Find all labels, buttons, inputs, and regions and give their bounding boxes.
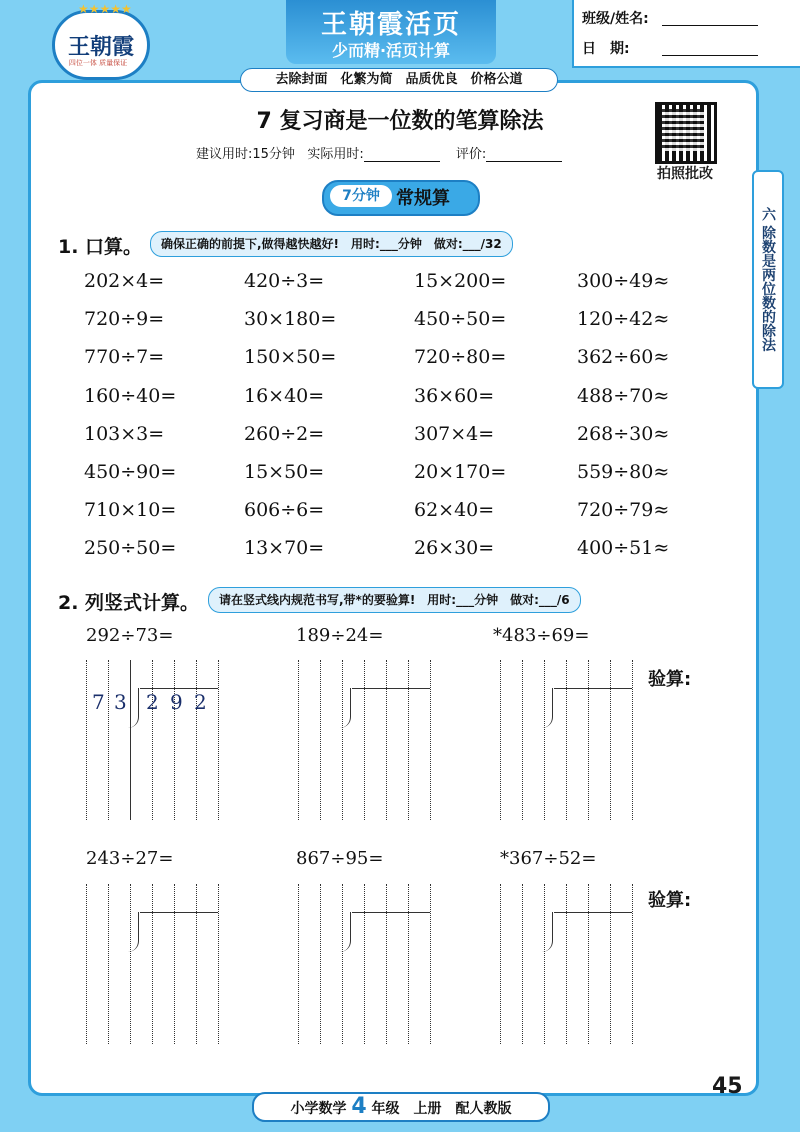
long-division-problem: *483÷69= — [493, 625, 590, 646]
oral-calc-item: 36×60= — [414, 384, 495, 407]
oral-calc-item: 300÷49≈ — [577, 270, 670, 292]
footer-edition: 年级 上册 配人教版 — [371, 1101, 512, 1117]
division-grid[interactable] — [86, 660, 220, 820]
brand-logo — [52, 10, 150, 80]
section-time: 7分钟 — [330, 185, 392, 207]
qr-code-pattern — [662, 109, 704, 151]
oral-calc-item: 307×4= — [414, 422, 495, 445]
oral-calc-item: 450÷50= — [414, 308, 507, 331]
division-grid[interactable] — [298, 660, 432, 820]
oral-calc-item: 606÷6= — [244, 499, 325, 522]
oral-calc-item: 103×3= — [84, 422, 165, 445]
dividend-digit: 2 — [194, 690, 207, 714]
dividend-digit: 2 — [146, 690, 159, 714]
oral-calc-item: 260÷2= — [244, 422, 325, 445]
long-division-problem: 189÷24= — [296, 625, 384, 646]
long-division-problem: 243÷27= — [86, 848, 174, 869]
oral-calc-item: 720÷9= — [84, 308, 165, 331]
brand-title: 王朝霞活页 — [320, 10, 461, 40]
oral-calc-item: 420÷3= — [244, 270, 325, 292]
q1-tip: 确保正确的前提下,做得越快越好! 用时:___分钟 做对:___/32 — [150, 231, 513, 257]
section-name: 常规算 — [396, 188, 450, 209]
oral-calc-item: 150×50= — [244, 346, 337, 369]
check-label: 验算: — [648, 890, 692, 911]
crown-icon: ★★★★★ — [78, 2, 132, 16]
division-grid[interactable] — [86, 884, 220, 1044]
date-label: 日 期: — [582, 41, 630, 57]
long-division-problem: 867÷95= — [296, 848, 384, 869]
actual-time-label: 实际用时: — [307, 147, 364, 162]
oral-calc-item: 26×30= — [414, 537, 495, 560]
oral-calc-item: 720÷80= — [414, 346, 507, 369]
slogan: 去除封面 化繁为简 品质优良 价格公道 — [240, 68, 558, 92]
dividend-digit: 9 — [170, 690, 183, 714]
chapter-side-tab: 六 除数是两位数的除法 — [752, 170, 784, 389]
date-field[interactable] — [662, 54, 758, 56]
oral-calc-item: 160÷40= — [84, 384, 177, 407]
rating-label: 评价: — [455, 147, 487, 162]
oral-calc-item: 202×4= — [84, 270, 165, 292]
q1-title: 1. 口算。 — [58, 236, 143, 258]
footer-grade: 4 — [351, 1094, 367, 1119]
footer-subject: 小学数学 — [290, 1101, 347, 1117]
page-number: 45 — [712, 1074, 743, 1099]
class-name-label: 班级/姓名: — [582, 11, 649, 27]
oral-calc-item: 710×10= — [84, 499, 177, 522]
oral-calc-item: 362÷60≈ — [577, 346, 670, 369]
oral-calc-item: 16×40= — [244, 384, 325, 407]
logo-text: 王朝霞 — [67, 33, 134, 60]
oral-calc-item: 15×50= — [244, 461, 325, 483]
oral-calc-item: 488÷70≈ — [577, 384, 670, 407]
lesson-title: 7 复习商是一位数的笔算除法 — [256, 109, 544, 134]
rating-field[interactable] — [486, 149, 562, 162]
division-grid[interactable] — [298, 884, 432, 1044]
oral-calc-item: 62×40= — [414, 499, 495, 522]
time-info — [196, 143, 574, 162]
oral-calc-item: 120÷42≈ — [577, 308, 670, 331]
actual-time-field[interactable] — [364, 149, 440, 162]
q2-tip: 请在竖式线内规范书写,带*的要验算! 用时:___分钟 做对:___/6 — [208, 587, 581, 613]
oral-calc-item: 268÷30≈ — [577, 422, 670, 445]
divisor-digit: 3 — [114, 690, 127, 714]
oral-calc-item: 400÷51≈ — [577, 537, 670, 560]
oral-calc-item: 770÷7= — [84, 346, 165, 369]
division-grid[interactable] — [500, 660, 634, 820]
class-name-field[interactable] — [662, 24, 758, 26]
qr-label: 拍照批改 — [657, 166, 713, 182]
oral-calc-item: 250÷50= — [84, 537, 177, 560]
long-division-problem: *367÷52= — [500, 848, 597, 869]
division-grid[interactable] — [500, 884, 634, 1044]
logo-subtitle: 四位一体 质量保证 — [68, 59, 128, 67]
q2-title: 2. 列竖式计算。 — [58, 592, 200, 614]
brand-subtitle: 少而精·活页计算 — [331, 41, 451, 60]
oral-calc-item: 720÷79≈ — [577, 499, 670, 522]
divisor-digit: 7 — [92, 690, 105, 714]
oral-calc-item: 20×170= — [414, 461, 507, 483]
oral-calc-item: 13×70= — [244, 537, 325, 560]
oral-calc-item: 450÷90= — [84, 461, 177, 483]
check-label: 验算: — [648, 669, 692, 690]
oral-calc-item: 15×200= — [414, 270, 507, 292]
long-division-problem: 292÷73= — [86, 625, 174, 646]
suggested-time: 建议用时:15分钟 — [196, 147, 295, 162]
footer-badge — [252, 1092, 550, 1122]
oral-calc-item: 559÷80≈ — [577, 461, 670, 483]
oral-calc-item: 30×180= — [244, 308, 337, 331]
